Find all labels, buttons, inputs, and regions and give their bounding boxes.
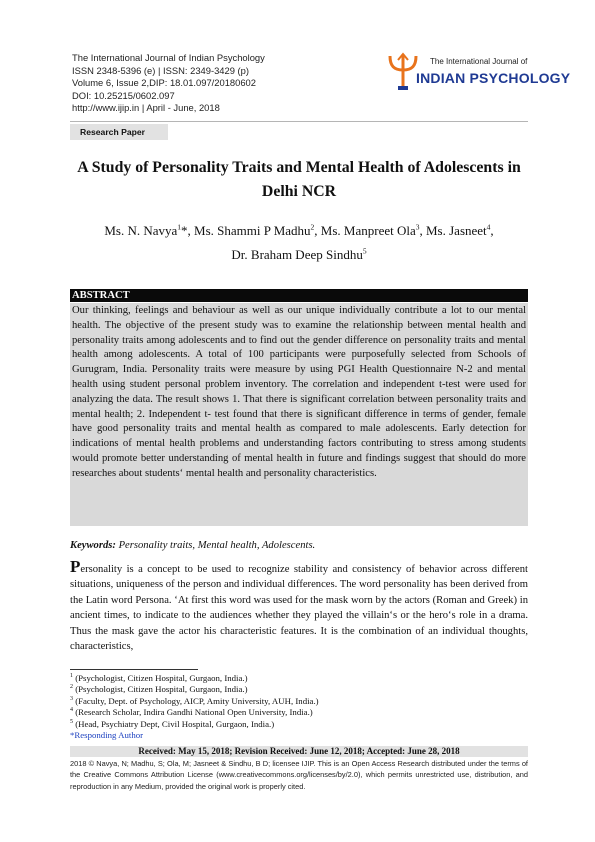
journal-issn: ISSN 2348-5396 (e) | ISSN: 2349-3429 (p) <box>72 64 250 76</box>
keywords-label: Keywords: <box>70 540 116 551</box>
received-dates: Received: May 15, 2018; Revision Received: June 12, 2018; Accepted: June 28, 2018 <box>70 746 528 757</box>
journal-volume: Volume 6, Issue 2,DIP: 18.01.097/20180602 <box>72 77 256 89</box>
trident-icon <box>386 52 420 92</box>
drop-cap: P <box>70 557 81 576</box>
footnote: $^3$ (Faculty, Dept. of Psychology, AICP, Amity University, AUH, India.) <box>70 695 319 706</box>
author-list <box>70 219 528 267</box>
logo-small-text: The International Journal of <box>430 57 528 66</box>
footnote-divider <box>70 669 198 670</box>
responding-author-link[interactable]: *Responding Author <box>70 730 144 741</box>
abstract-text: Our thinking, feelings and behaviour as well as our unique individually contribute a lot to our mental health. The objective of the present study was to examine the relationship between mental health and personality traits among adolescents and to find out the gender difference on personality traits and mental health among adolescents. A total of 100 participants were purposefully selected from Schools of Gurugram, India. Personality traits were measure by using PGI Health Questionnaire N-2 and mental health using student personal problem inventory. The correlation and independent t-test were used for analyzing the data. The result shows 1. That there is significant correlation between personality traits and mental health; 2. Independent t- test found that there is significant difference in terms of gender, female have good personality traits and mental health as compared to male adolescents. Early detection for indications of mental health problems and understanding factors contributing to stress among students would promote better understanding of mental health in future and findings suggest that should do more researches about students‘ mental health and personality characteristics. <box>70 303 528 526</box>
footnote: $^2$ (Psychologist, Citizen Hospital, Gurgaon, India.) <box>70 684 248 695</box>
abstract-heading: ABSTRACT <box>70 289 528 302</box>
author: Ms. Shammi P Madhu$^2$, <box>194 222 321 238</box>
footnote: $^4$ (Research Scholar, Indira Gandhi National Open University, India.) <box>70 707 313 718</box>
license-text: 2018 © Navya, N; Madhu, S; Ola, M; Jasneet & Sindhu, B D; licensee IJIP. This is an Open Access Research distributed under the terms of the Creative Commons Attribution License (www.creativecommons.org/licenses/by/2.0), which permits unrestricted use, distribution, and reproduction in any Medium, provided the original work is properly cited. <box>70 759 528 791</box>
author: Ms. Jasneet$^4$, <box>426 222 494 238</box>
author: Ms. N. Navya$^1$*, <box>104 222 195 238</box>
footnote: $^1$ (Psychologist, Citizen Hospital, Gurgaon, India.) <box>70 673 248 683</box>
header-divider <box>70 121 528 122</box>
journal-doi: DOI: 10.25215/0602.097 <box>72 89 175 101</box>
logo-big-text: INDIAN PSYCHOLOGY <box>416 70 571 86</box>
body-text: ersonality is a concept to be used to recognize stability and consistency of behavior across different situations, uniqueness of the person and individual differences. The word personality has been derived from the Latin word Persona. ‘At first this word was used for the mask worn by the actors (Roman and Greek) in ancient times, to indicate to the audiences whether they played the villain‘s or the hero‘s role in a drama. Thus the mask gave the actor his characteristic features. It is the combination of an individual thoughts, characteristics, <box>70 564 528 653</box>
body-paragraph <box>70 557 528 654</box>
footnote: $^5$ (Head, Psychiatry Dept, Civil Hospital, Gurgaon, India.) <box>70 718 275 729</box>
author: Dr. Braham Deep Sindhu$^5$ <box>231 246 367 262</box>
article-type-badge: Research Paper <box>70 124 168 140</box>
journal-logo <box>386 52 571 92</box>
journal-name: The International Journal of Indian Psychology <box>72 52 265 63</box>
keywords <box>70 540 528 551</box>
author: Ms. Manpreet Ola$^3$, <box>320 222 426 238</box>
keywords-values: Personality traits, Mental health, Adolescents. <box>118 540 316 551</box>
footnotes <box>70 673 528 741</box>
paper-title: A Study of Personality Traits and Mental Health of Adolescents in Delhi NCR <box>77 159 521 200</box>
journal-header <box>72 52 332 115</box>
journal-url[interactable]: http://www.ijip.in | April - June, 2018 <box>72 102 220 114</box>
